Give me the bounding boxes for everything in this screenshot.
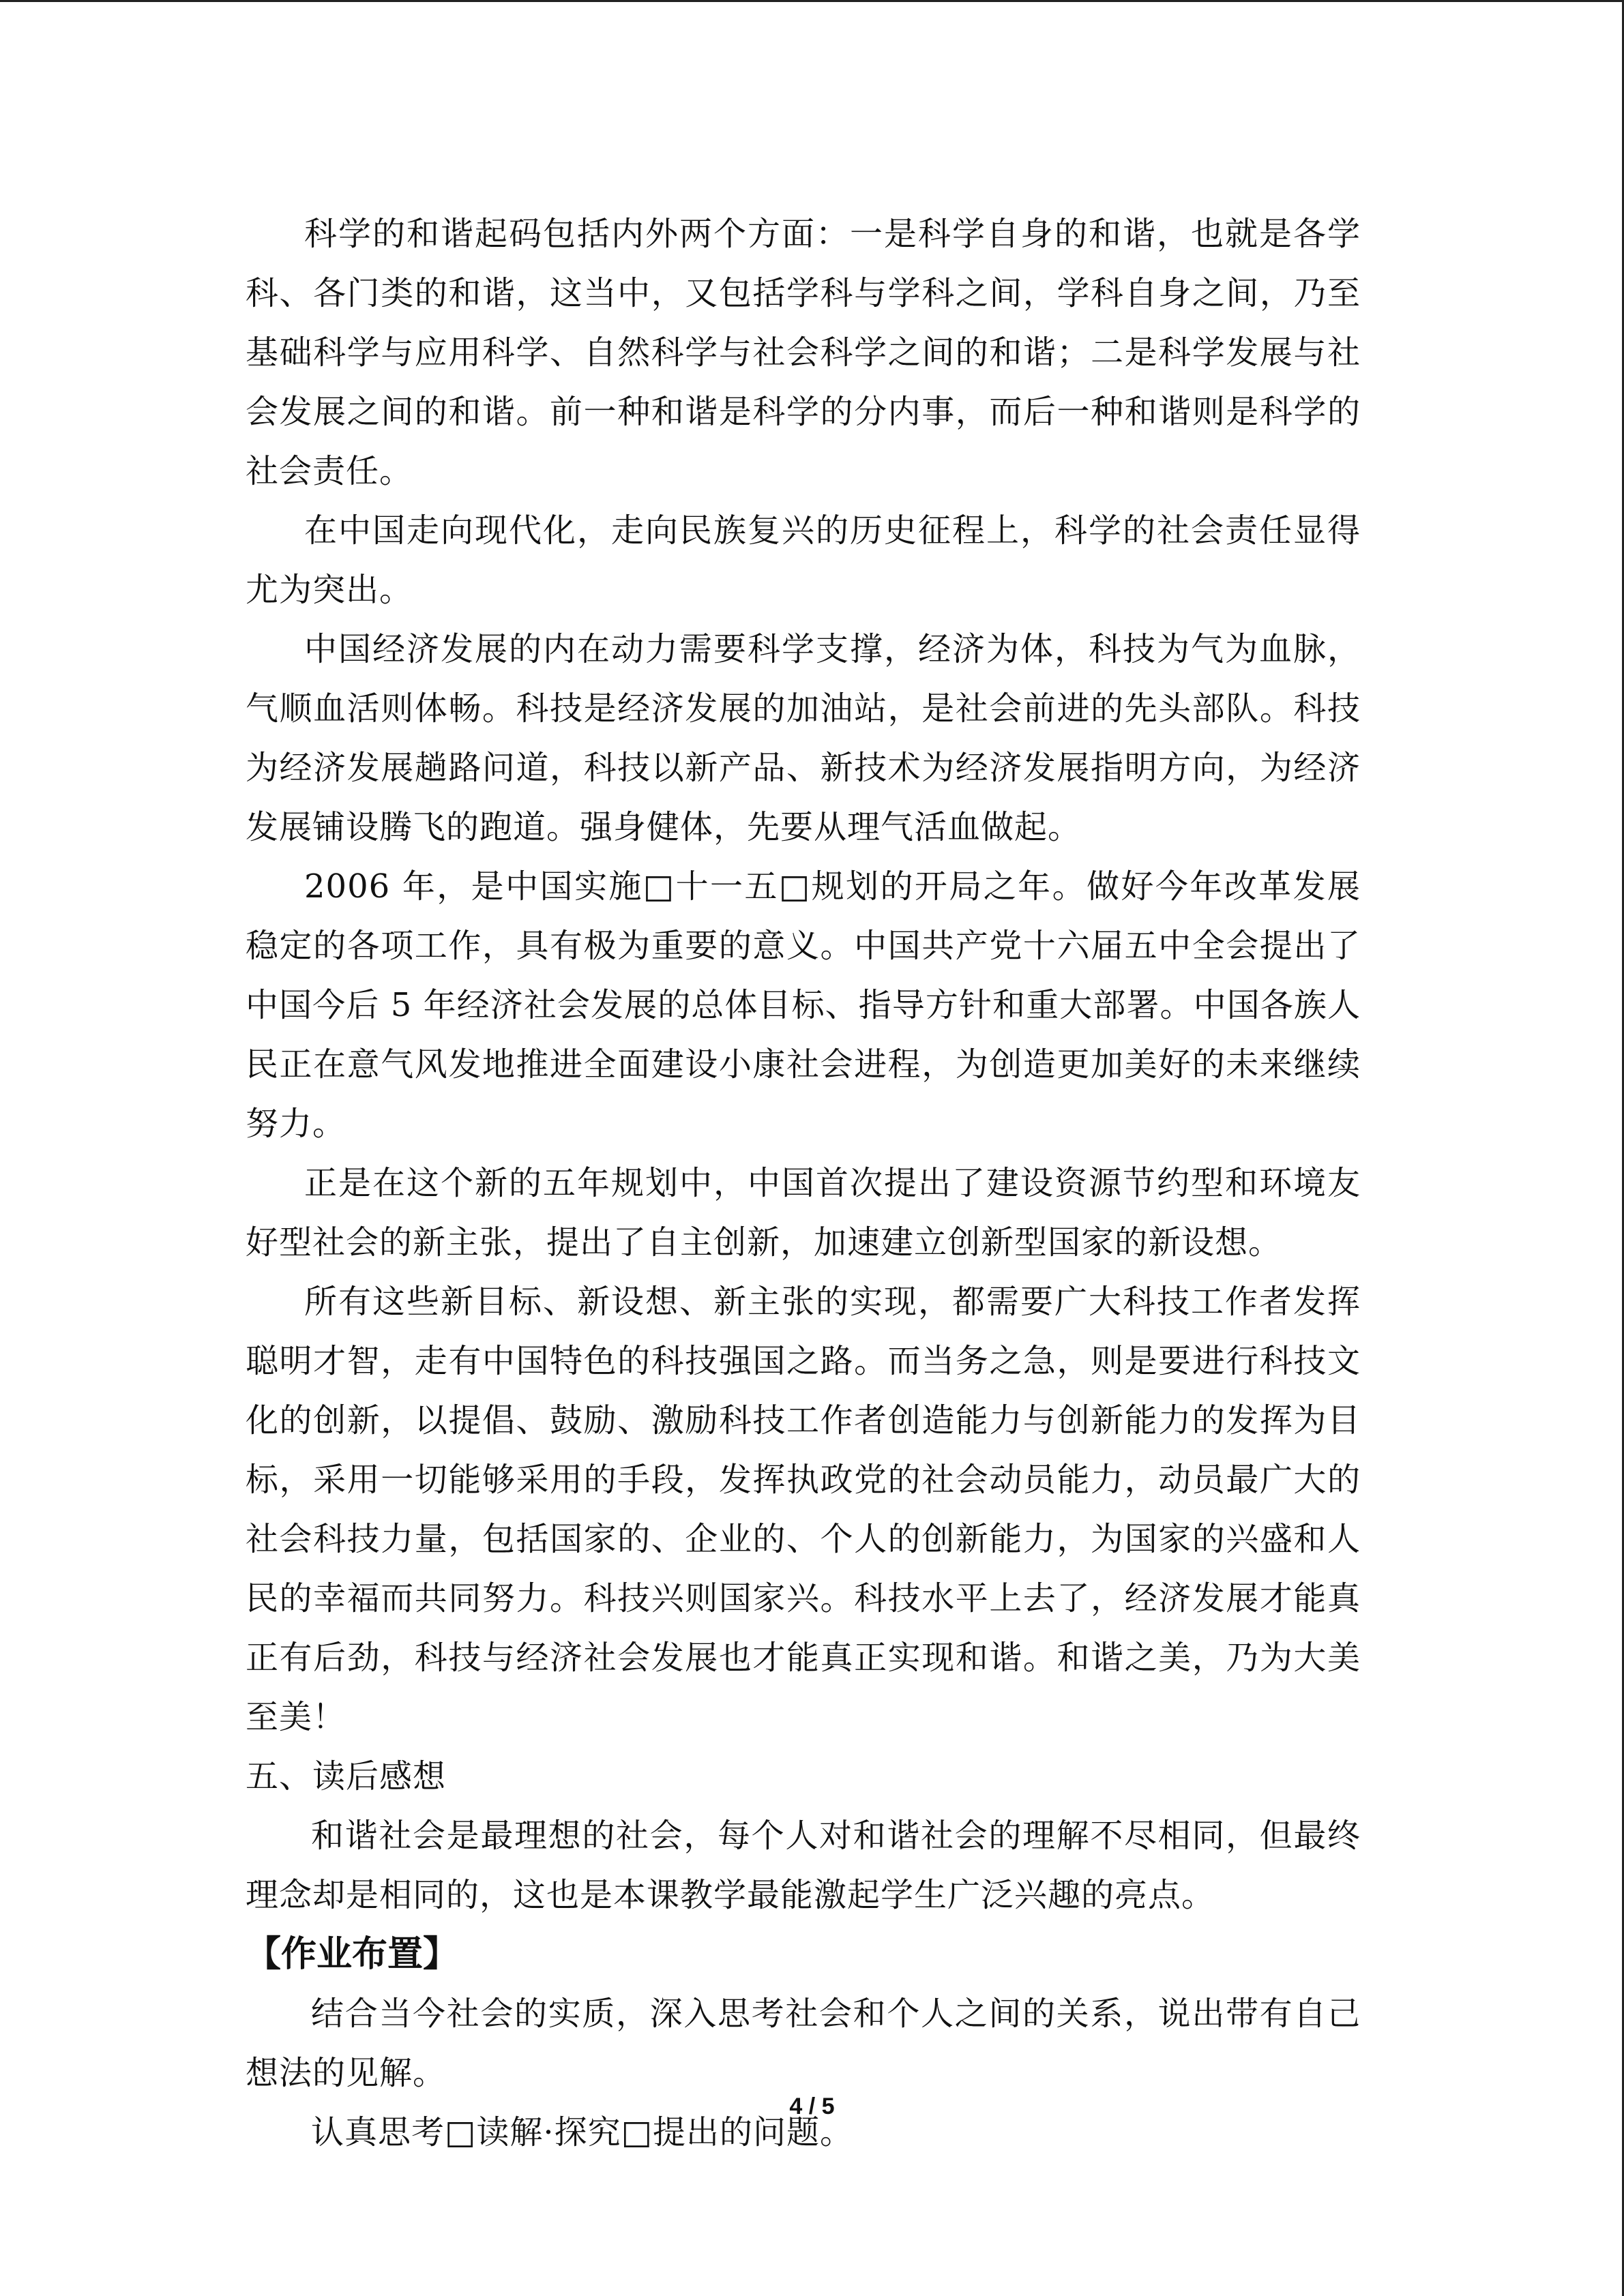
paragraph-innovation-goals: 所有这些新目标、新设想、新主张的实现，都需要广大科技工作者发挥聪明才智，走有中国特色的科技强国之路。而当务之急，则是要进行科技文化的创新，以提倡、鼓励、激励科技工作者创造能力与创新能力的发挥为目标，采用一切能够采用的手段，发挥执政党的社会动员能力，动员最广大的社会科技力量，包括国家的、企业的、个人的创新能力，为国家的兴盛和人民的幸福而共同努力。科技兴则国家兴。科技水平上去了，经济发展才能真正有后劲，科技与经济社会发展也才能真正实现和谐。和谐之美，乃为大美至美！ [246,1283,1361,1736]
homework-item-2: 认真思考□读解·探究□提出的问题。 [311,2113,853,2151]
homework-item-1: 结合当今社会的实质，深入思考社会和个人之间的关系，说出带有自己想法的见解。 [246,1995,1361,2092]
page-number: 4 / 5 [789,2093,835,2119]
paragraph-economy-driving-force: 中国经济发展的内在动力需要科学支撑，经济为体，科技为气为血脉，气顺血活则体畅。科技是经济发展的加油站，是社会前进的先头部队。科技为经济发展趟路问道，科技以新产品、新技术为经济发展指明方向，为经济发展铺设腾飞的跑道。强身健体，先要从理气活血做起。 [246,630,1361,846]
document-body [246,205,1361,2162]
paragraph-five-year-plan: 2006 年，是中国实施□十一五□规划的开局之年。做好今年改革发展稳定的各项工作，具有极为重要的意义。中国共产党十六届五中全会提出了中国今后 5 年经济社会发展的总体目标、指导方针和重大部署。中国各族人民正在意气风发地推进全面建设小康社会进程，为创造更加美好的未来继续努力。 [246,867,1361,1143]
section-title-reflections: 五、读后感想 [246,1757,447,1795]
paragraph-modernization: 在中国走向现代化，走向民族复兴的历史征程上，科学的社会责任显得尤为突出。 [246,511,1361,609]
homework-heading: 【作业布置】 [246,1934,459,1975]
paragraph-science-harmony: 科学的和谐起码包括内外两个方面：一是科学自身的和谐，也就是各学科、各门类的和谐，这当中，又包括学科与学科之间，学科自身之间，乃至基础科学与应用科学、自然科学与社会科学之间的和谐；二是科学发展与社会发展之间的和谐。前一种和谐是科学的分内事，而后一种和谐则是科学的社会责任。 [246,215,1361,490]
paragraph-reflections: 和谐社会是最理想的社会，每个人对和谐社会的理解不尽相同，但最终理念却是相同的，这也是本课教学最能激起学生广泛兴趣的亮点。 [246,1817,1361,1914]
paragraph-new-proposals: 正是在这个新的五年规划中，中国首次提出了建设资源节约型和环境友好型社会的新主张，提出了自主创新，加速建立创新型国家的新设想。 [246,1164,1361,1262]
